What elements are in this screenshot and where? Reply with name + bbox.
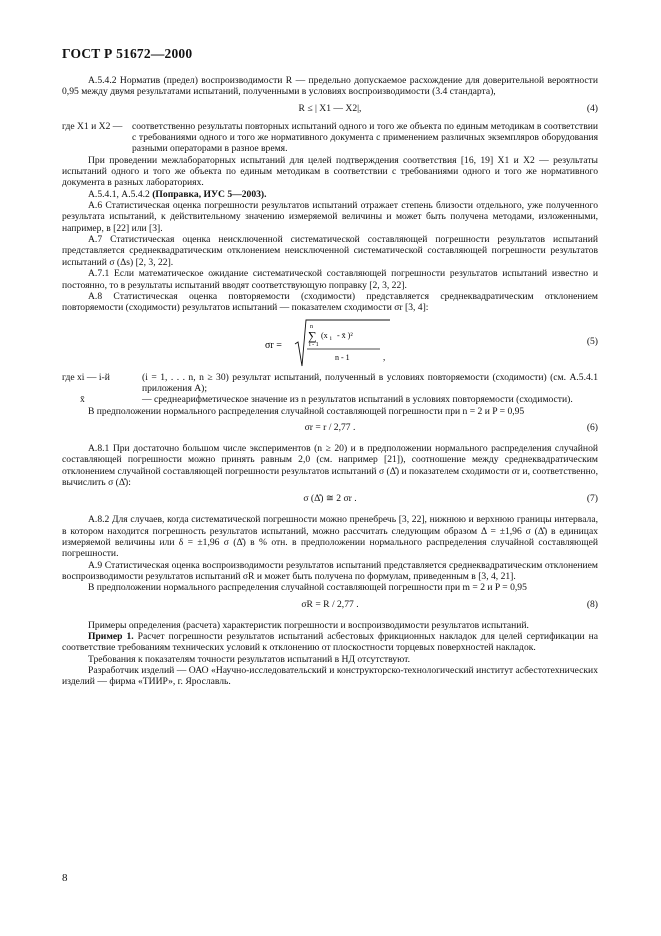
formula-5-expr xyxy=(62,318,598,370)
svg-text:i: i xyxy=(330,335,332,342)
formula-5-svg xyxy=(265,318,395,370)
paragraph-a6: А.6 Статистическая оценка погрешности результатов испытаний отражает степень близости отдельного, уже полученного результата испытаний, к действительному значению измеряемой величины и может быть получена методами, изложенными, например, в [22] или [3]. xyxy=(62,200,598,234)
paragraph-a9: А.9 Статистическая оценка воспроизводимости результатов испытаний представляется среднеквадратическим отклонением воспроизводимости результатов испытаний σR и может быть получена по формулам, приведенным в [3, 4, 21]. xyxy=(62,559,598,582)
formula-6-number: (6) xyxy=(586,421,598,433)
formula-8-number: (8) xyxy=(586,598,598,610)
formula-5-number: (5) xyxy=(586,335,598,347)
formula-4-number: (4) xyxy=(586,102,598,114)
svg-text:∑: ∑ xyxy=(308,328,317,343)
where-block-3 xyxy=(62,394,598,405)
formula-7 xyxy=(62,488,598,514)
amendment-bold: (Поправка, ИУС 5—2003). xyxy=(152,188,267,200)
paragraph-examples: Примеры определения (расчета) характеристик погрешности и воспроизводимости результатов испытаний. xyxy=(88,619,529,631)
paragraph-requirements: Требования к показателям точности результатов испытаний в НД отсутствуют. xyxy=(88,653,411,665)
formula-5-lhs: σr = xyxy=(265,339,282,351)
svg-text:,: , xyxy=(383,351,386,362)
formula-6 xyxy=(62,417,598,443)
svg-text:- x̄ )²: - x̄ )² xyxy=(337,330,353,340)
svg-text:i - 1: i - 1 xyxy=(309,341,319,348)
paragraph-a542: А.5.4.2 Норматив (предел) воспроизводимости R — предельно допускаемое расхождение для доверительной вероятности 0,95 между двумя результатами испытаний, полученными в условиях воспроизводимости (3.4 стандарта), xyxy=(62,75,598,98)
formula-6-expr: σr = r / 2,77 . xyxy=(304,421,356,433)
where-label-1: где X1 и X2 — xyxy=(62,120,123,132)
example-1-text: Расчет погрешности результатов испытаний асбестовых фрикционных накладок для целей сертификации на соответствие требованиям технических условий к отклонению от плоскостности торцевых поверхностей накладок. xyxy=(62,631,598,654)
example-1-label: Пример 1. xyxy=(88,631,134,643)
where-label-3: x̄ xyxy=(80,394,85,406)
where-label-2: где xi — i-й xyxy=(62,371,110,383)
paragraph-a81: А.8.1 При достаточно большом числе экспериментов (n ≥ 20) и в предположении нормального распределения случайной составляющей погрешности можно принять равным 2,0 (см. например [21]), соотношение между среднеквадратическим отклонением случайной составляющей погрешности результатов испытаний σ (Δ̊) и показателем сходимости σr и, соответственно, вычислить σ (Δ̊): xyxy=(62,442,598,488)
paragraph-a7: А.7 Статистическая оценка неисключенной систематической составляющей погрешности результатов испытаний представляется среднеквадратическим отклонением неисключенной систематической составляющей погрешности результатов испытаний σ (Δs) [2, 3, 22]. xyxy=(62,234,598,268)
formula-8-expr: σR = R / 2,77 . xyxy=(301,598,359,610)
paragraph-a71: А.7.1 Если математическое ожидание систематической составляющей погрешности результатов испытаний известно и постоянно, то в результаты испытаний вводят соответствующую поправку [2, 3, 22]. xyxy=(62,268,598,291)
formula-7-expr: σ (Δ̊) ≅ 2 σr . xyxy=(303,493,357,505)
svg-text:(x: (x xyxy=(321,330,328,340)
formula-7-number: (7) xyxy=(586,493,598,505)
paragraph-amendment xyxy=(62,189,598,200)
formula-4 xyxy=(62,98,598,121)
svg-text:n: n xyxy=(310,323,313,330)
formula-5 xyxy=(62,314,598,372)
where-text-2: (i = 1, . . . n, n ≥ 30) результат испытаний, полученный в условиях повторяемости (сходимости) (см. А.5.4.1 приложения А); xyxy=(142,371,598,394)
where-text-1: соответственно результаты повторных испытаний одного и того же объекта по единым методикам в соответствии с требованиями одного и того же нормативного документа с применением различных экземпляров оборудования разными операторами в разное время. xyxy=(132,120,598,155)
paragraph-interlab: При проведении межлабораторных испытаний для целей подтверждения соответствия [16, 19] X1 и X2 — результаты испытаний одного и того же объекта по единым методикам в соответствии с требованиями одного и того же нормативного документа в разных лабораториях. xyxy=(62,154,598,189)
where-text-3: — среднеарифметическое значение из n результатов испытаний в условиях повторяемости (сходимости). xyxy=(142,394,573,406)
formula-8 xyxy=(62,594,598,620)
paragraph-a82: А.8.2 Для случаев, когда систематической погрешности можно пренебречь [3, 22], нижнюю и верхнюю границы интервала, в котором находится погрешность результатов испытаний, можно рассчитать следующим образом Δ = ±1,96 σ (Δ̊) в единицах измеряемой величины или δ = ±1,96 σ (Δ̊) в % отн. в предположении нормального распределения случайной составляющей погрешности. xyxy=(62,514,598,560)
amendment-ref: А.5.4.1, А.5.4.2 xyxy=(88,188,150,200)
page-number: 8 xyxy=(62,872,68,884)
paragraph-developer: Разработчик изделий — ОАО «Научно-исследовательский и конструкторско-технологический институт асбестотехнических изделий — фирма «ТИИР», г. Ярославль. xyxy=(62,665,598,688)
page-header: ГОСТ Р 51672—2000 xyxy=(62,46,193,61)
document-body xyxy=(62,75,598,688)
paragraph-a8: А.8 Статистическая оценка повторяемости (сходимости) представляется среднеквадратическим отклонением повторяемости (сходимости) результатов испытаний — показателем сходимости σr [3, 4]: xyxy=(62,290,598,314)
paragraph-normal-2: В предположении нормального распределения случайной составляющей погрешности при m = 2 и P = 0,95 xyxy=(88,582,527,594)
where-block-2 xyxy=(62,372,598,395)
paragraph-example-1 xyxy=(62,631,598,654)
svg-text:n - 1: n - 1 xyxy=(335,352,350,362)
paragraph-normal-1: В предположении нормального распределения случайной составляющей погрешности при n = 2 и P = 0,95 xyxy=(88,405,525,417)
where-block-1 xyxy=(62,121,598,155)
formula-4-expr: R ≤ | X1 — X2|, xyxy=(298,102,362,114)
